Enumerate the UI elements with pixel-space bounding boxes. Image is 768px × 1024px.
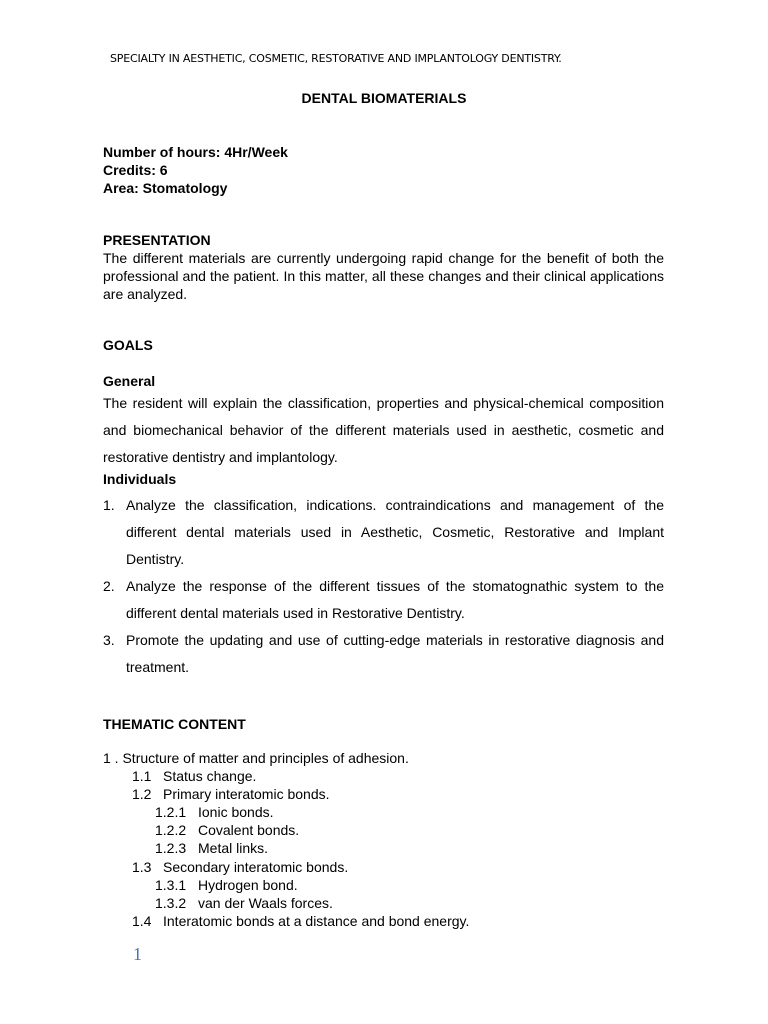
- outline-item: [103, 912, 664, 930]
- list-item-number: 1.: [103, 497, 115, 513]
- outline-item: [103, 785, 664, 803]
- individuals-heading: Individuals: [103, 471, 177, 487]
- outline-text: Ionic bonds.: [198, 804, 274, 821]
- outline-text: Primary interatomic bonds.: [163, 786, 330, 803]
- list-item-number: 3.: [103, 632, 115, 648]
- outline-item: [103, 821, 664, 839]
- outline-number: 1 .: [103, 750, 119, 766]
- outline-number: 1.2: [132, 786, 152, 803]
- general-heading: General: [103, 373, 156, 389]
- presentation-heading: PRESENTATION: [103, 232, 211, 248]
- thematic-outline: [103, 749, 664, 930]
- outline-item: [103, 749, 664, 767]
- outline-text: Metal links.: [198, 840, 269, 857]
- outline-text: Interatomic bonds at a distance and bond energy.: [163, 912, 470, 929]
- outline-text: Status change.: [163, 768, 257, 785]
- outline-number: 1.1: [132, 768, 152, 785]
- outline-text: van der Waals forces.: [198, 894, 333, 911]
- outline-number: 1.2.1: [155, 804, 187, 821]
- outline-number: 1.4: [132, 912, 152, 929]
- outline-item: [103, 876, 664, 894]
- thematic-heading: THEMATIC CONTENT: [103, 716, 246, 732]
- outline-number: 1.3.1: [155, 876, 187, 893]
- outline-number: 1.3: [132, 858, 152, 875]
- presentation-text: The different materials are currently undergoing rapid change for the benefit of both the professional and the patient. In this matter, all these changes and their clinical applications are analyzed.: [103, 250, 664, 302]
- list-item-text: Promote the updating and use of cutting-edge materials in restorative diagnosis and treatment.: [126, 632, 664, 675]
- running-header: SPECIALTY IN AESTHETIC, COSMETIC, RESTORATIVE AND IMPLANTOLOGY DENTISTRY.: [110, 52, 562, 65]
- outline-number: 1.2.2: [155, 822, 187, 839]
- course-meta: [103, 143, 664, 197]
- page-number: 1: [133, 944, 142, 964]
- outline-text: Covalent bonds.: [198, 822, 300, 839]
- outline-text: Hydrogen bond.: [198, 876, 298, 893]
- outline-item: [103, 894, 664, 912]
- list-item-text: Analyze the classification, indications. contraindications and management of the different dental materials used in Aesthetic, Cosmetic, Restorative and Implant Dentistry.: [126, 497, 664, 567]
- outline-number: 1.2.3: [155, 840, 187, 857]
- hours-line: Number of hours: 4Hr/Week: [103, 144, 288, 160]
- outline-text: Structure of matter and principles of adhesion.: [122, 750, 409, 766]
- document-title: DENTAL BIOMATERIALS: [301, 90, 467, 106]
- outline-text: Secondary interatomic bonds.: [163, 858, 349, 875]
- outline-item: [103, 803, 664, 821]
- outline-item: [103, 858, 664, 876]
- list-item: [103, 492, 664, 573]
- list-item-text: Analyze the response of the different tissues of the stomatognathic system to the different dental materials used in Restorative Dentistry.: [126, 578, 664, 621]
- list-item: [103, 627, 664, 681]
- list-item: [103, 573, 664, 627]
- presentation-section: [103, 231, 664, 303]
- list-item-number: 2.: [103, 578, 115, 594]
- outline-number: 1.3.2: [155, 894, 187, 911]
- outline-item: [103, 767, 664, 785]
- goals-heading: GOALS: [103, 337, 153, 353]
- general-text: The resident will explain the classification, properties and physical-chemical composition and biomechanical behavior of the different materials used in aesthetic, cosmetic and restorative dentistry and implantology.: [103, 395, 664, 465]
- credits-line: Credits: 6: [103, 162, 168, 178]
- individuals-list: [103, 492, 664, 681]
- area-line: Area: Stomatology: [103, 180, 228, 196]
- outline-item: [103, 839, 664, 857]
